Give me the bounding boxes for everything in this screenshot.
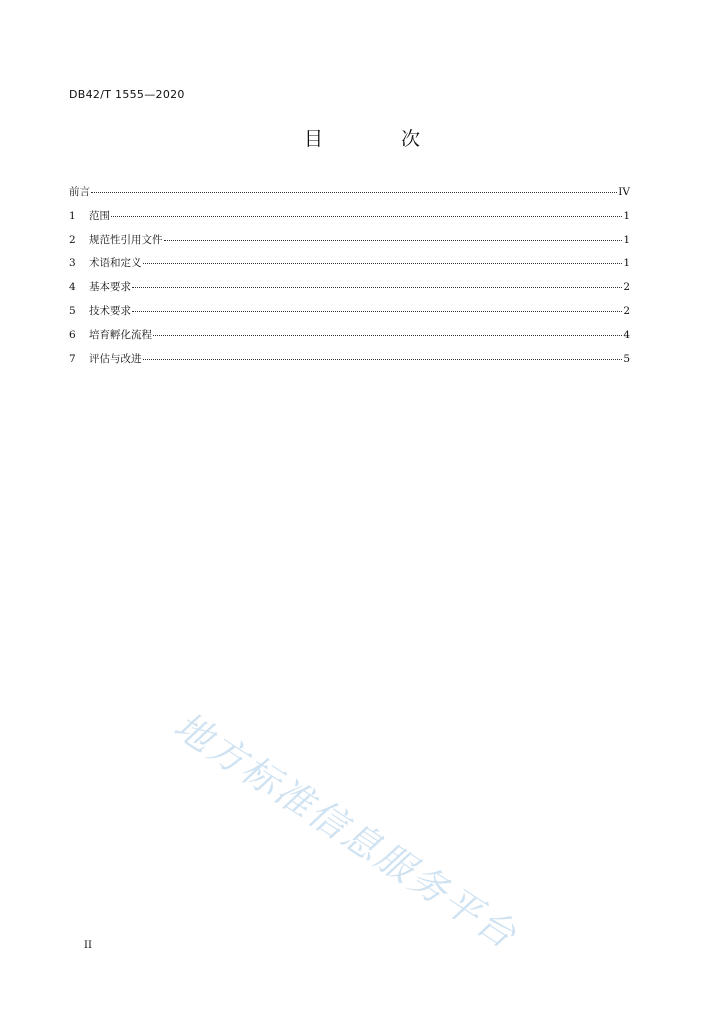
dot-leader	[111, 216, 622, 217]
dot-leader	[143, 359, 623, 360]
toc-entry-number: 7	[69, 352, 76, 365]
toc-entry-label: 范围	[89, 209, 110, 222]
toc-entry-page: 4	[623, 328, 630, 341]
toc-entry-5[interactable]	[69, 303, 630, 327]
toc-entry-page: 1	[623, 257, 630, 270]
toc-entry-1[interactable]	[69, 208, 630, 232]
page-title: 目 次	[303, 128, 457, 150]
table-of-contents	[69, 184, 630, 374]
toc-entry-6[interactable]	[69, 327, 630, 351]
toc-entry-page: 1	[623, 209, 630, 222]
toc-entry-7[interactable]	[69, 351, 630, 375]
toc-entry-number: 3	[69, 257, 76, 270]
toc-entry-label: 培育孵化流程	[89, 328, 152, 341]
toc-entry-label: 术语和定义	[89, 257, 142, 270]
toc-entry-page: 1	[623, 233, 630, 246]
dot-leader	[143, 263, 623, 264]
dot-leader	[164, 240, 623, 241]
page-number: II	[84, 940, 92, 951]
dot-leader	[153, 335, 622, 336]
toc-entry-page: 2	[623, 304, 630, 317]
toc-entry-page: 5	[623, 352, 630, 365]
toc-entry-4[interactable]	[69, 279, 630, 303]
toc-entry-number: 2	[69, 233, 76, 246]
dot-leader	[132, 311, 622, 312]
toc-entry-3[interactable]	[69, 255, 630, 279]
toc-entry-page: 2	[623, 281, 630, 294]
dot-leader	[91, 192, 617, 193]
toc-entry-label: 技术要求	[89, 304, 131, 317]
watermark: 地方标准信息服务平台	[166, 703, 526, 958]
toc-entry-number: 5	[69, 304, 76, 317]
toc-entry-label: 评估与改进	[89, 352, 142, 365]
toc-entry-page: IV	[618, 186, 630, 198]
toc-entry-2[interactable]	[69, 232, 630, 256]
document-code: DB42/T 1555—2020	[69, 88, 185, 101]
toc-entry-number: 4	[69, 281, 76, 294]
toc-entry-label: 基本要求	[89, 281, 131, 294]
toc-entry-number: 1	[69, 209, 76, 222]
dot-leader	[132, 287, 622, 288]
toc-entry-label: 前言	[69, 186, 90, 198]
toc-entry-foreword[interactable]	[69, 184, 630, 208]
toc-entry-label: 规范性引用文件	[89, 233, 163, 246]
toc-entry-number: 6	[69, 328, 76, 341]
